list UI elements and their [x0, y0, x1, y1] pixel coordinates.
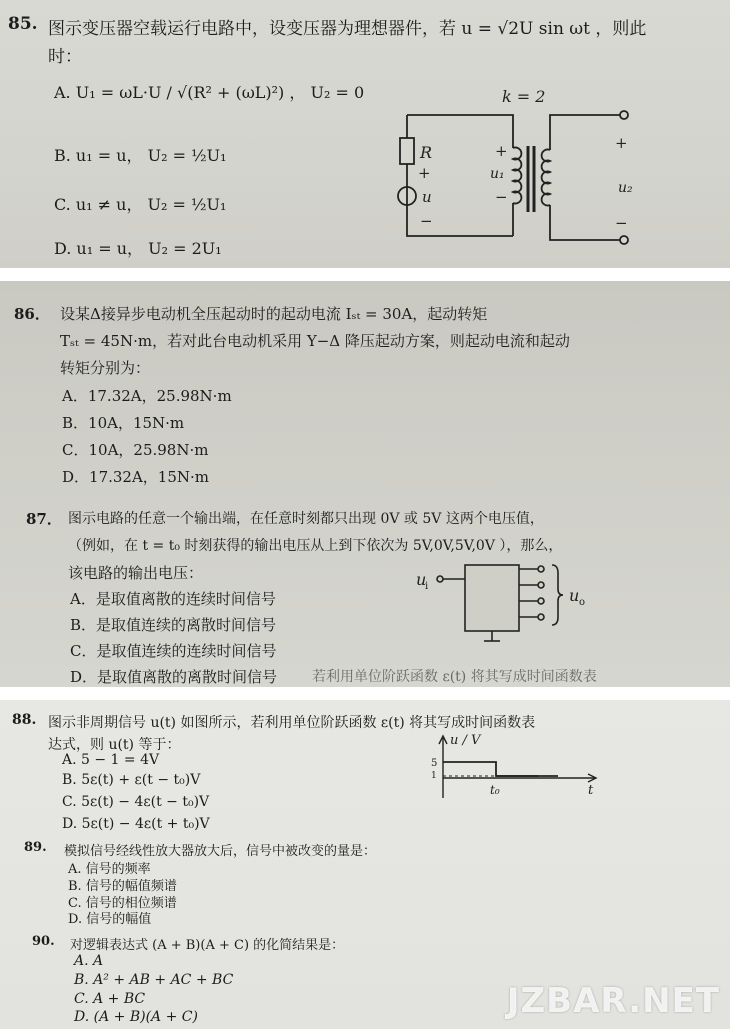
resistor-label: R [420, 143, 433, 162]
question-stem: 对逻辑表达式 (A + B)(A + C) 的化简结果是： [70, 938, 345, 953]
question-stem: 时： [48, 47, 82, 67]
input-voltage-label: u [416, 570, 427, 589]
y-tick-1: 1 [431, 771, 437, 781]
option-c: C. A + BC [74, 991, 146, 1007]
next-question-spill: 若利用单位阶跃函数 ε(t) 将其写成时间函数表 [312, 669, 597, 685]
option-c: C. 信号的相位频谱 [68, 896, 177, 911]
option-a: A．是取值离散的连续时间信号 [70, 590, 276, 608]
t0-tick: t₀ [490, 783, 500, 797]
option-a: A. 信号的频率 [68, 862, 151, 877]
turns-ratio-label: k = 2 [502, 87, 546, 106]
secondary-minus-label: − [615, 214, 628, 232]
question-stem: （例如，在 t = t₀ 时刻获得的输出电压从上到下依次为 5V,0V,5V,0V ），那么， [68, 538, 563, 554]
option-b: B．10A，15N·m [62, 414, 185, 432]
option-b: B. u₁ = u， U₂ = ½U₁ [54, 146, 227, 165]
option-a: A. A [74, 953, 104, 969]
question-stem: 模拟信号经线性放大器放大后，信号中被改变的量是： [64, 844, 377, 859]
question-stem: 转矩分别为： [60, 359, 151, 377]
question-number: 85. [8, 14, 38, 34]
question-number: 87． [26, 510, 62, 528]
source-minus-label: − [420, 212, 433, 230]
primary-plus-label: + [495, 142, 508, 160]
step-signal-plot [428, 732, 598, 802]
output-voltage-label: u [569, 586, 580, 605]
secondary-voltage-label: u₂ [618, 180, 633, 196]
option-d: D. 信号的幅值 [68, 912, 152, 927]
y-tick-5: 5 [431, 758, 438, 769]
question-stem: Tₛₜ = 45N·m，若对此台电动机采用 Y−Δ 降压起动方案，则起动电流和起动 [60, 332, 570, 350]
question-stem: 设某Δ接异步电动机全压起动时的起动电流 Iₛₜ = 30A，起动转矩 [60, 305, 488, 323]
question-stem: 图示非周期信号 u(t) 如图所示，若利用单位阶跃函数 ε(t) 将其写成时间函数表 [48, 715, 536, 731]
question-88-90-photo [0, 700, 730, 1029]
option-d: D. u₁ = u， U₂ = 2U₁ [54, 239, 222, 258]
question-stem: 该电路的输出电压： [68, 564, 204, 582]
option-a: A. 5 − 1 = 4V [62, 752, 160, 768]
question-stem: 达式，则 u(t) 等于： [48, 737, 181, 753]
option-d: D．是取值离散的离散时间信号 [70, 668, 278, 686]
option-a: A．17.32A，25.98N·m [62, 387, 232, 405]
option-d: D. 5ε(t) − 4ε(t + t₀)V [62, 816, 210, 832]
question-85-photo [0, 0, 730, 268]
option-c: C. u₁ ≠ u， U₂ = ½U₁ [54, 195, 227, 214]
option-b: B. 5ε(t) + ε(t − t₀)V [62, 772, 201, 788]
source-label: u [422, 188, 432, 206]
question-stem: 图示变压器空载运行电路中，设变压器为理想器件，若 u = √2U sin ωt ，则此 [48, 19, 647, 39]
transformer-circuit-diagram [390, 88, 650, 258]
secondary-plus-label: + [615, 134, 628, 152]
option-c: C．10A，25.98N·m [62, 441, 209, 459]
source-plus-label: + [418, 164, 431, 182]
question-86-87-photo [0, 281, 730, 687]
question-number: 86． [14, 305, 50, 323]
primary-minus-label: − [495, 188, 508, 206]
question-number: 89. [24, 840, 47, 855]
option-d: D. (A + B)(A + C) [74, 1009, 198, 1025]
option-b: B. A² + AB + AC + BC [74, 972, 234, 988]
input-subscript: i [425, 581, 429, 592]
question-number: 88. [12, 712, 37, 728]
question-stem: 图示电路的任意一个输出端，在任意时刻都只出现 0V 或 5V 这两个电压值， [68, 511, 544, 527]
output-subscript: o [579, 597, 586, 608]
option-d: D．17.32A，15N·m [62, 468, 210, 486]
multi-output-circuit-diagram [412, 565, 592, 645]
option-b: B. 信号的幅值频谱 [68, 879, 177, 894]
option-c: C．是取值连续的连续时间信号 [70, 642, 277, 660]
option-b: B．是取值连续的离散时间信号 [70, 616, 277, 634]
primary-voltage-label: u₁ [490, 166, 505, 182]
site-watermark: JZBAR.NET [506, 981, 720, 1021]
y-axis-label: u / V [450, 733, 481, 748]
option-c: C. 5ε(t) − 4ε(t − t₀)V [62, 794, 210, 810]
x-axis-label: t [588, 783, 594, 798]
option-a: A. U₁ = ωL·U / √(R² + (ωL)²) ， U₂ = 0 [54, 83, 365, 102]
question-number: 90. [32, 934, 55, 949]
